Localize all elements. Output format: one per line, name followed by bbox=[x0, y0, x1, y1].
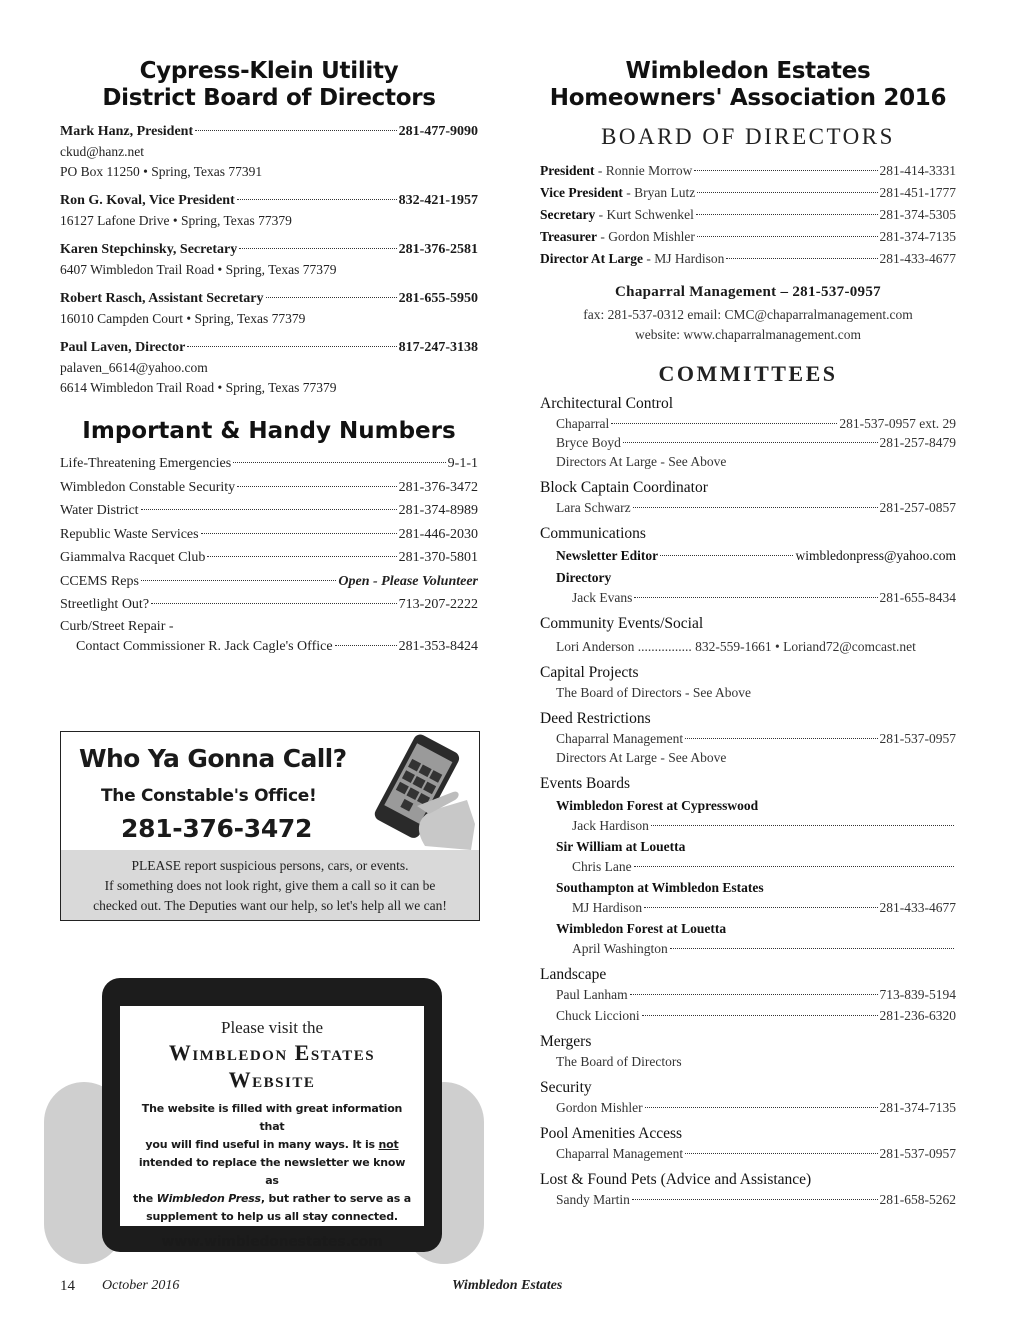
committee-block-captain: Block Captain Coordinator Lara Schwarz 281-257-0857 bbox=[540, 479, 956, 515]
hoa-title: Wimbledon Estates Homeowners' Association 2016 bbox=[549, 58, 947, 111]
handy-row: CCEMS Reps Open - Please Volunteer bbox=[60, 573, 478, 589]
officer-list bbox=[540, 160, 956, 270]
callout-heading: Who Ya Gonna Call? bbox=[79, 744, 347, 773]
committee-communications: Communications Newsletter Editor wimbledonpress@yahoo.com Directory Jack Evans 281-655-8434 bbox=[540, 525, 956, 605]
committee-events-social: Community Events/Social Lori Anderson ................ 832-559-1661 • Loriand72@comcast.net bbox=[540, 615, 916, 654]
callout-phone: 281-376-3472 bbox=[121, 814, 313, 843]
committee-pool-access: Pool Amenities Access Chaparral Management 281-537-0957 bbox=[540, 1125, 956, 1161]
utility-board-title: Cypress-Klein Utility District Board of Directors bbox=[102, 58, 436, 111]
committee-architectural: Architectural Control Chaparral 281-537-0957 ext. 29 Bryce Boyd 281-257-8479 Directors At Large - See Above bbox=[540, 395, 956, 469]
board-member: Robert Rasch, Assistant Secretary 281-655-5950 16010 Campden Court • Spring, Texas 77379 bbox=[60, 291, 478, 326]
board-member: Mark Hanz, President 281-477-9090 ckud@hanz.net PO Box 11250 • Spring, Texas 77391 bbox=[60, 124, 478, 179]
committee-lost-found-pets: Lost & Found Pets (Advice and Assistance) Sandy Martin 281-658-5262 bbox=[540, 1171, 956, 1207]
constable-callout-box bbox=[60, 731, 480, 921]
left-column bbox=[60, 58, 478, 657]
callout-subheading: The Constable's Office! bbox=[101, 786, 317, 806]
issue-date: October 2016 bbox=[102, 1278, 180, 1293]
board-of-directors-heading: BOARD OF DIRECTORS bbox=[601, 124, 895, 149]
handy-row: Streetlight Out? 713-207-2222 bbox=[60, 597, 478, 612]
board-member: Ron G. Koval, Vice President 832-421-1957 16127 Lafone Drive • Spring, Texas 77379 bbox=[60, 193, 478, 228]
committee-mergers: Mergers The Board of Directors bbox=[540, 1033, 682, 1069]
handy-row: Republic Waste Services 281-446-2030 bbox=[60, 526, 478, 542]
curb-repair: Curb/Street Repair - Contact Commissioner R. Jack Cagle's Office 281-353-8424 bbox=[60, 618, 478, 654]
committee-deed-restrictions: Deed Restrictions Chaparral Management 281-537-0957 Directors At Large - See Above bbox=[540, 710, 956, 765]
committee-capital-projects: Capital Projects The Board of Directors - See Above bbox=[540, 664, 751, 700]
handy-row: Life-Threatening Emergencies 9-1-1 bbox=[60, 456, 478, 471]
phone-hand-illustration bbox=[355, 734, 475, 850]
officer-row: Secretary - Kurt Schwenkel 281-374-5305 bbox=[540, 207, 956, 222]
callout-body: PLEASE report suspicious persons, cars, or events. If something does not look right, give them a call so it can be checked out. The Deputies want our help, so let's help all we can! bbox=[61, 850, 479, 920]
handy-row: Wimbledon Constable Security 281-376-3472 bbox=[60, 479, 478, 495]
management-info: Chaparral Management – 281-537-0957 fax: 281-537-0312 email: CMC@chaparralmanagement.com website: www.chaparralmanagement.com bbox=[583, 284, 913, 342]
officer-row: Treasurer - Gordon Mishler 281-374-7135 bbox=[540, 229, 956, 244]
website-promo bbox=[44, 962, 484, 1264]
committee-security: Security Gordon Mishler 281-374-7135 bbox=[540, 1079, 956, 1115]
utility-board-list bbox=[60, 122, 478, 398]
website-description: The website is filled with great information that you will find useful in many ways. It is not intended to replace the newsletter we know as the Wimbledon Press, but rather to serve as a supplement to help us all stay connected. bbox=[133, 1102, 411, 1223]
tablet-screen: Please visit the Wimbledon Estates Website The website is filled with great information that you will find useful in many ways. It is not intended to replace the newsletter we know as the Wimbledon Press, but rather to serve as a supplement to help us all stay connected. www.wimbledonestates.com bbox=[120, 1006, 424, 1226]
board-member: Karen Stepchinsky, Secretary 281-376-2581 6407 Wimbledon Trail Road • Spring, Texas 77379 bbox=[60, 242, 478, 277]
handy-numbers-section bbox=[60, 418, 478, 657]
tablet-frame bbox=[102, 978, 442, 1252]
board-member: Paul Laven, Director 817-247-3138 palaven_6614@yahoo.com 6614 Wimbledon Trail Road • Spring, Texas 77379 bbox=[60, 340, 478, 395]
handy-row: Water District 281-374-8989 bbox=[60, 503, 478, 518]
publication-name: Wimbledon Estates bbox=[452, 1278, 563, 1293]
handy-numbers-title: Important & Handy Numbers bbox=[82, 418, 456, 444]
page-number: 14 bbox=[60, 1278, 75, 1294]
officer-row: Vice President - Bryan Lutz 281-451-1777 bbox=[540, 185, 956, 200]
handy-row: Giammalva Racquet Club 281-370-5801 bbox=[60, 550, 478, 565]
website-url[interactable]: www.wimbledonestates.com bbox=[161, 1234, 383, 1250]
committees-heading: COMMITTEES bbox=[658, 361, 838, 386]
committee-events-boards: Events Boards Wimbledon Forest at Cypresswood Jack Hardison Sir William at Louetta Chris Lane Southampton at Wimbledon Estates MJ Hardison 281-433-4677 Wimbledon Forest at Louetta April Washington bbox=[540, 775, 956, 956]
officer-row: President - Ronnie Morrow 281-414-3331 bbox=[540, 163, 956, 178]
committee-landscape: Landscape Paul Lanham 713-839-5194 Chuck Liccioni 281-236-6320 bbox=[540, 966, 956, 1023]
officer-row: Director At Large - MJ Hardison 281-433-4677 bbox=[540, 251, 956, 266]
right-column bbox=[540, 58, 956, 1209]
